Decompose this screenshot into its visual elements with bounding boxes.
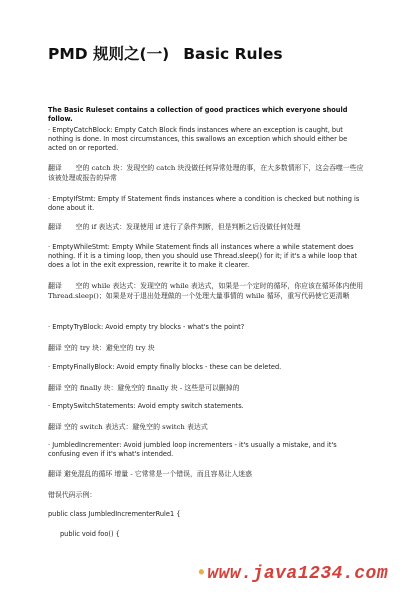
title-english: Basic Rules [183,45,283,63]
site-watermark [196,564,388,584]
watermark-text: www.java1234.com [207,564,389,584]
code-line-class: public class JumbledIncrementerRule1 { [48,510,181,518]
translation-empty-switch-statements: 翻译 空的 switch 表达式：避免空的 switch 表达式 [48,423,208,431]
rule-empty-try-block: · EmptyTryBlock: Avoid empty try blocks - what's the point? [48,323,245,331]
translation-empty-if-stmt: 翻译 空的 if 表达式：发现使用 if 进行了条件判断，但是判断之后没做任何处理 [48,223,301,231]
translation-empty-catch-block: 翻译 空的 catch 块：发现空的 catch 块没做任何异常处理的事，在大多数情形下，这会吞噬一些应该被处理或报告的异常 [48,164,364,183]
code-line-method: public void foo() { [60,530,120,538]
translation-empty-try-block: 翻译 空的 try 块：避免空的 try 块 [48,344,155,352]
title-chinese: PMD 规则之(一) [48,45,170,63]
code-example-heading: 错误代码示例： [48,491,97,499]
page-title [48,42,283,64]
rule-empty-switch-statements: · EmptySwitchStatements: Avoid empty switch statements. [48,402,244,410]
translation-jumbled-incrementer: 翻译 避免混乱的循环 增量 - 它常常是一个错误，而且容易让人迷惑 [48,470,253,478]
rule-empty-if-stmt: · EmptyIfStmt: Empty If Statement finds instances where a condition is checked but nothing is done about it. [48,195,360,213]
rule-empty-catch-block: · EmptyCatchBlock: Empty Catch Block finds instances where an exception is caught, but nothing is done. In most circumstances, this swallows an exception which should either be acted on or reported. [48,126,348,153]
rule-jumbled-incrementer: · JumbledIncrementer: Avoid jumbled loop incrementers - it's usually a mistake, and it's confusing even if it's what's intended. [48,441,337,459]
translation-empty-while-stmt: 翻译 空的 while 表达式：发现空的 while 表达式，如果是一个定时的循环，你应该在循环体内使用 Thread.sleep()；如果是对于退出处理做的一个处理大量事情的 while 循环，重写代码使它更清晰 [48,282,364,301]
intro-paragraph: The Basic Ruleset contains a collection of good practices which everyone should follow. [48,106,348,124]
rule-empty-while-stmt: · EmptyWhileStmt: Empty While Statement finds all instances where a while statement does nothing. If it is a timing loop, then you should use Thread.sleep() for it; if it's a while loop that does a lot in the exit expression, rewrite it to make it clearer. [48,243,358,270]
translation-empty-finally-block: 翻译 空的 finally 块：避免空的 finally 块 - 这些是可以删掉的 [48,384,240,392]
rule-empty-finally-block: · EmptyFinallyBlock: Avoid empty finally blocks - these can be deleted. [48,363,282,371]
watermark-bullet: • [196,564,208,584]
